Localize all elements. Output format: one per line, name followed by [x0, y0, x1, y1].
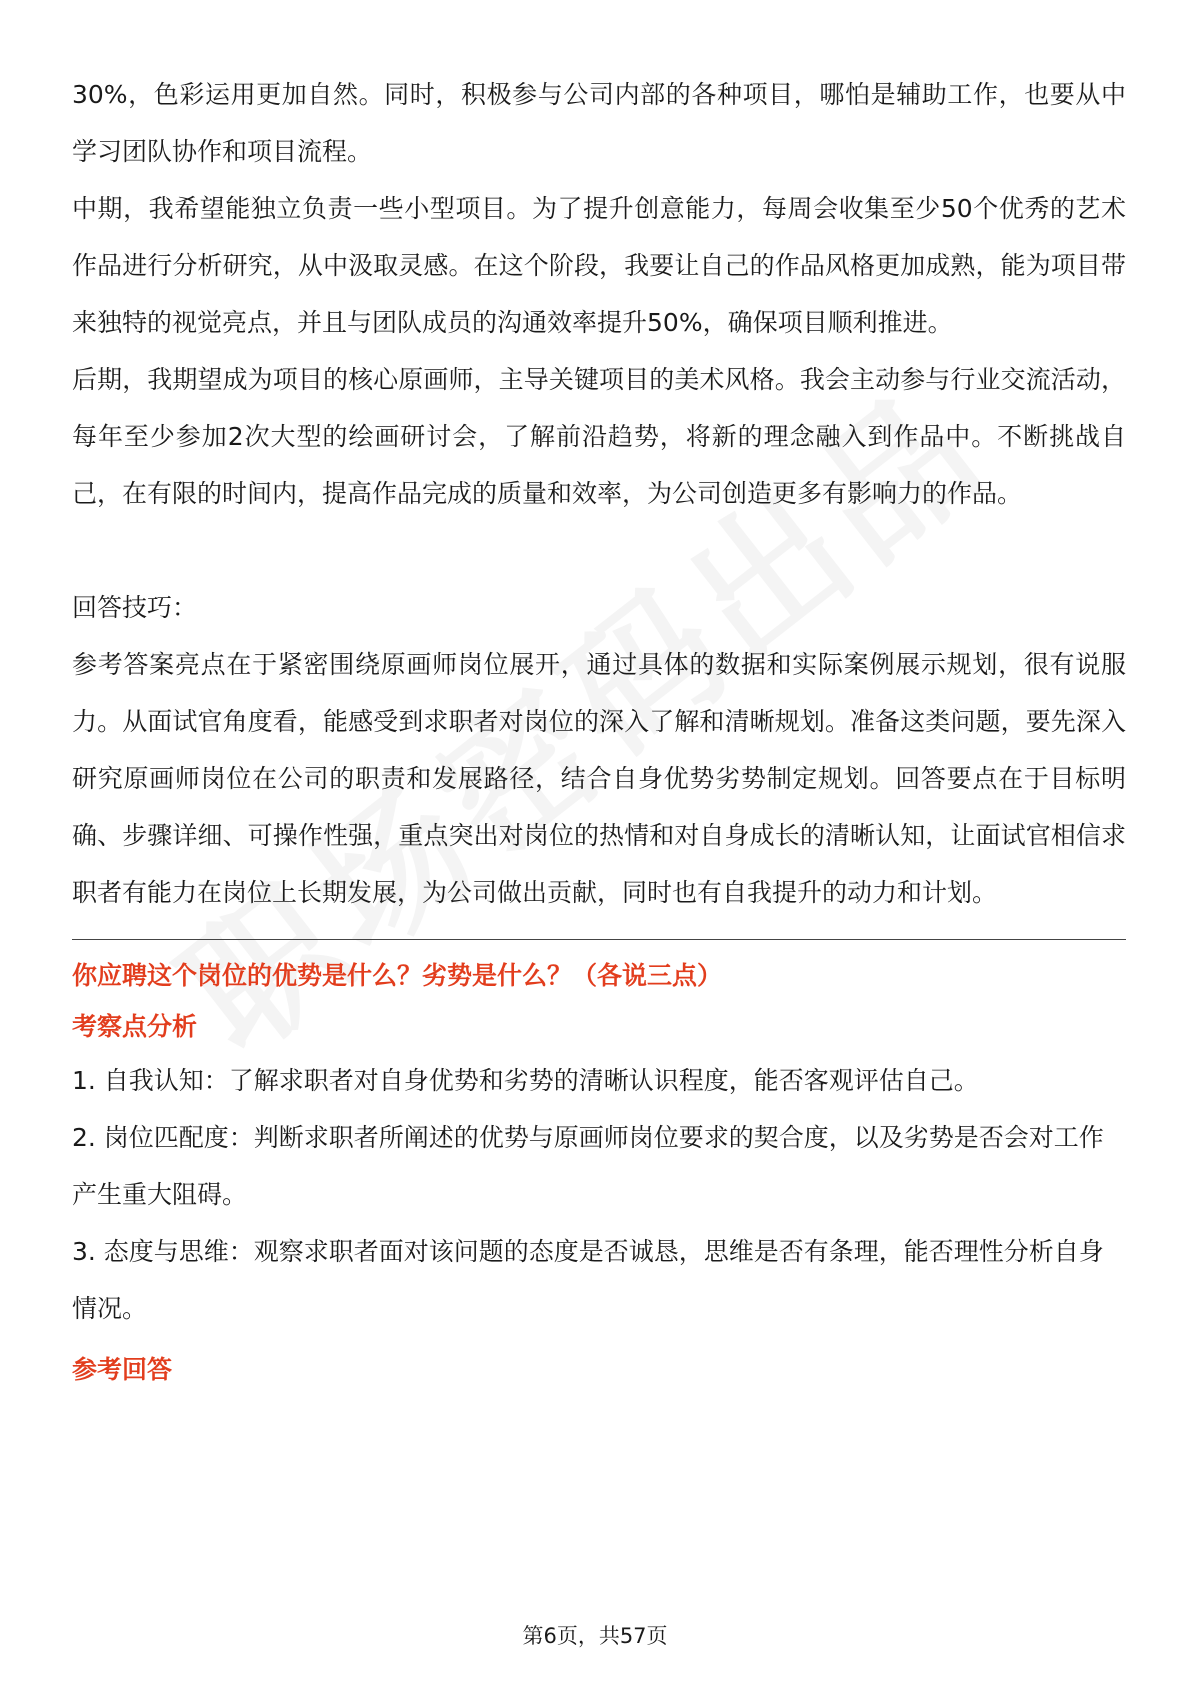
analysis-point-2: 2. 岗位匹配度：判断求职者所阐述的优势与原画师岗位要求的契合度，以及劣势是否会对工作产生重大阻碍。 — [72, 1123, 1104, 1209]
tips-label: 回答技巧： — [72, 593, 198, 622]
question-title: 你应聘这个岗位的优势是什么？劣势是什么？（各说三点） — [72, 961, 723, 990]
answer-title: 参考回答 — [72, 1355, 173, 1384]
paragraph-mid-stage: 中期，我希望能独立负责一些小型项目。为了提升创意能力，每周会收集至少50个优秀的艺术作品进行分析研究，从中汲取灵感。在这个阶段，我要让自己的作品风格更加成熟，能为项目带来独特的视觉亮点，并且与团队成员的沟通效率提升50%，确保项目顺利推进。 — [72, 194, 1126, 337]
analysis-point-1: 1. 自我认知：了解求职者对自身优势和劣势的清晰认识程度，能否客观评估自己。 — [72, 1066, 979, 1095]
section-divider — [72, 939, 1126, 940]
analysis-point-3: 3. 态度与思维：观察求职者面对该问题的态度是否诚恳，思维是否有条理，能否理性分析自身情况。 — [72, 1237, 1104, 1323]
analysis-title: 考察点分析 — [72, 1012, 198, 1041]
tips-text: 参考答案亮点在于紧密围绕原画师岗位展开，通过具体的数据和实际案例展示规划，很有说服力。从面试官角度看，能感受到求职者对岗位的深入了解和清晰规划。准备这类问题，要先深入研究原画师岗位在公司的职责和发展路径，结合自身优势劣势制定规划。回答要点在于目标明确、步骤详细、可操作性强，重点突出对岗位的热情和对自身成长的清晰认知，让面试官相信求职者有能力在岗位上长期发展，为公司做出贡献，同时也有自我提升的动力和计划。 — [72, 650, 1126, 907]
page-footer: 第6页，共57页 — [522, 1624, 668, 1648]
paragraph-late-stage: 后期，我期望成为项目的核心原画师，主导关键项目的美术风格。我会主动参与行业交流活动，每年至少参加2次大型的绘画研讨会，了解前沿趋势，将新的理念融入到作品中。不断挑战自己，在有限的时间内，提高作品完成的质量和效率，为公司创造更多有影响力的作品。 — [72, 365, 1126, 508]
spacer — [72, 522, 1126, 579]
paragraph-early-stage: 30%，色彩运用更加自然。同时，积极参与公司内部的各种项目，哪怕是辅助工作，也要从中学习团队协作和项目流程。 — [72, 80, 1126, 166]
page-content — [72, 66, 1126, 1395]
